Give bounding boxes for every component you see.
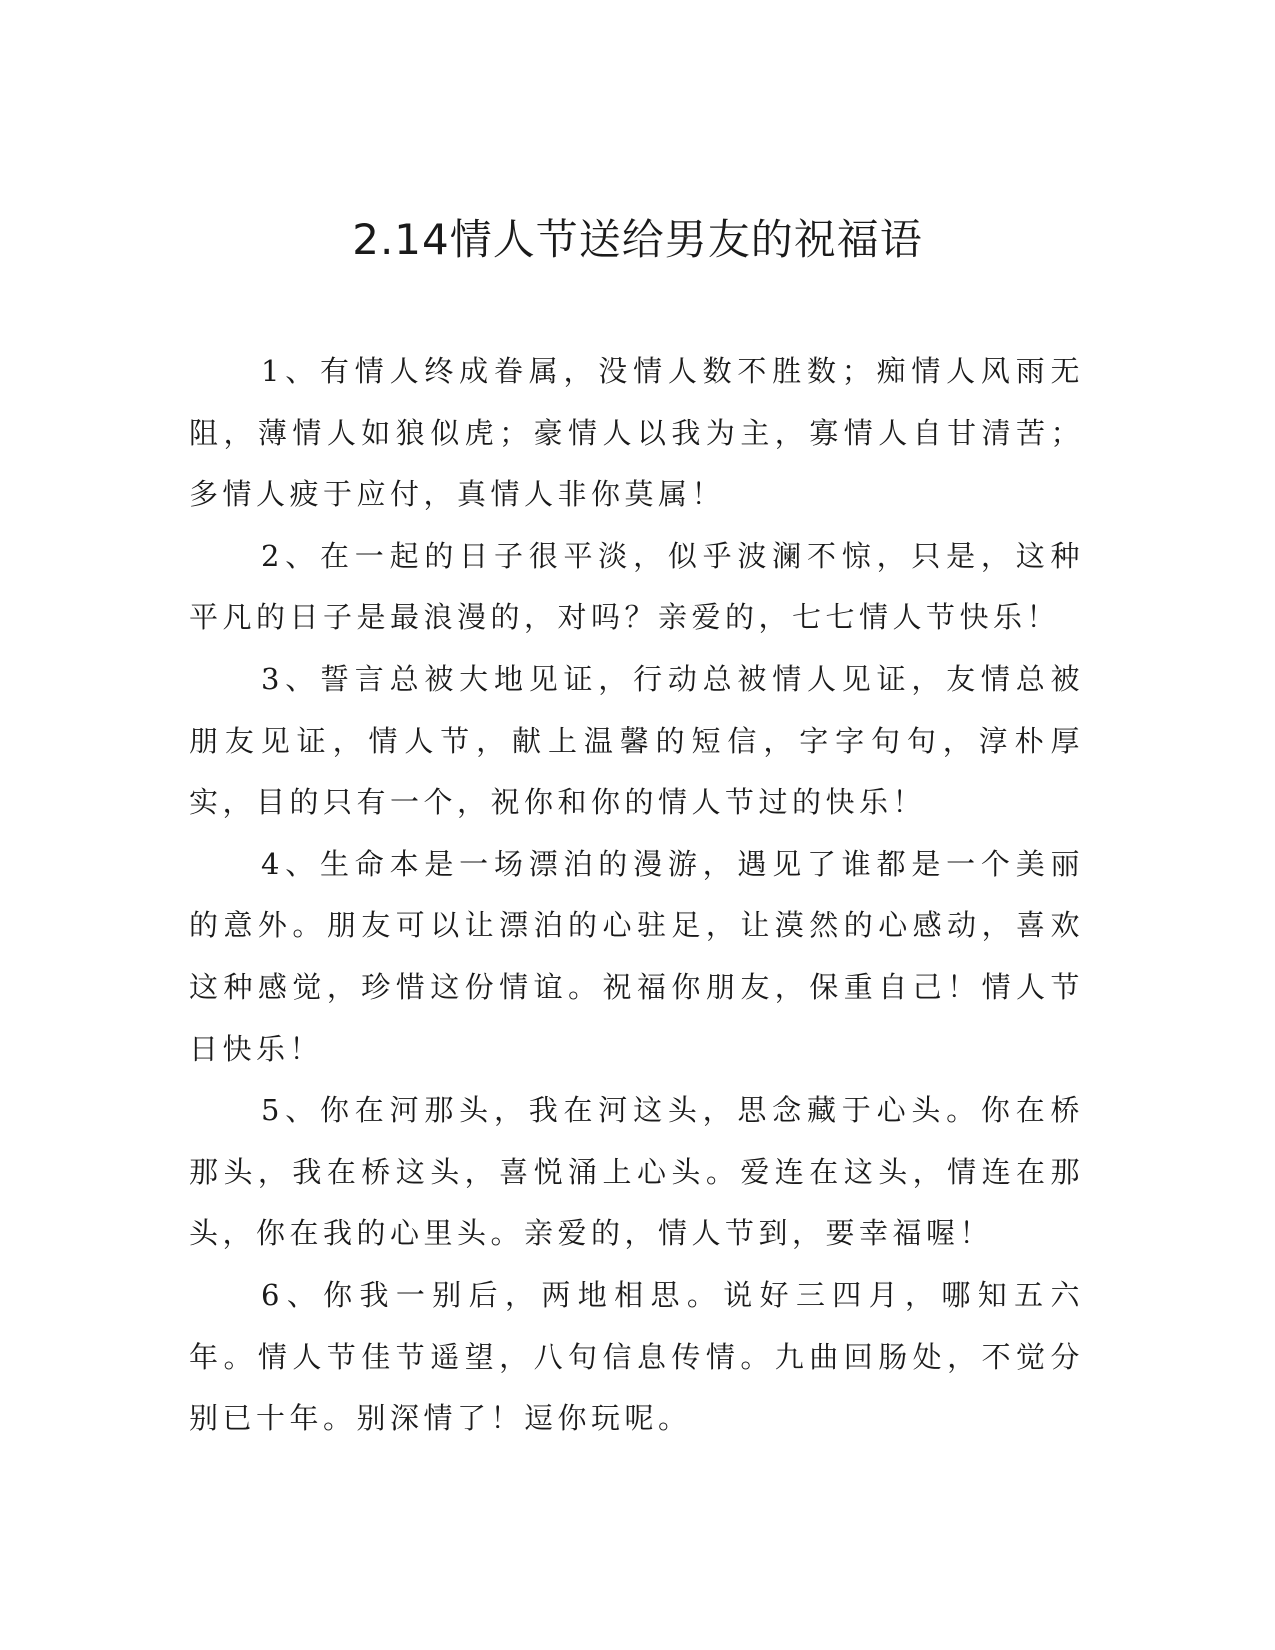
document-title: 2.14情人节送给男友的祝福语 (352, 215, 923, 264)
paragraph-3: 3、誓言总被大地见证，行动总被情人见证，友情总被朋友见证，情人节，献上温馨的短信，字字句句，淳朴厚实，目的只有一个，祝你和你的情人节过的快乐！ (189, 661, 1084, 820)
paragraph-2: 2、在一起的日子很平淡，似乎波澜不惊，只是，这种平凡的日子是最浪漫的，对吗？亲爱的，七七情人节快乐！ (189, 538, 1084, 635)
document-body (189, 341, 1084, 1450)
paragraph-1: 1、有情人终成眷属，没情人数不胜数；痴情人风雨无阻，薄情人如狼似虎；豪情人以我为主，寡情人自甘清苦；多情人疲于应付，真情人非你莫属！ (189, 354, 1084, 512)
paragraph-6: 6、你我一别后，两地相思。说好三四月，哪知五六年。情人节佳节遥望，八句信息传情。九曲回肠处，不觉分别已十年。别深情了！逗你玩呢。 (189, 1277, 1084, 1436)
paragraph-5: 5、你在河那头，我在河这头，思念藏于心头。你在桥那头，我在桥这头，喜悦涌上心头。爱连在这头，情连在那头，你在我的心里头。亲爱的，情人节到，要幸福喔！ (189, 1093, 1084, 1251)
paragraph-4: 4、生命本是一场漂泊的漫游，遇见了谁都是一个美丽的意外。朋友可以让漂泊的心驻足，让漠然的心感动，喜欢这种感觉，珍惜这份情谊。祝福你朋友，保重自己！情人节日快乐！ (189, 846, 1084, 1066)
